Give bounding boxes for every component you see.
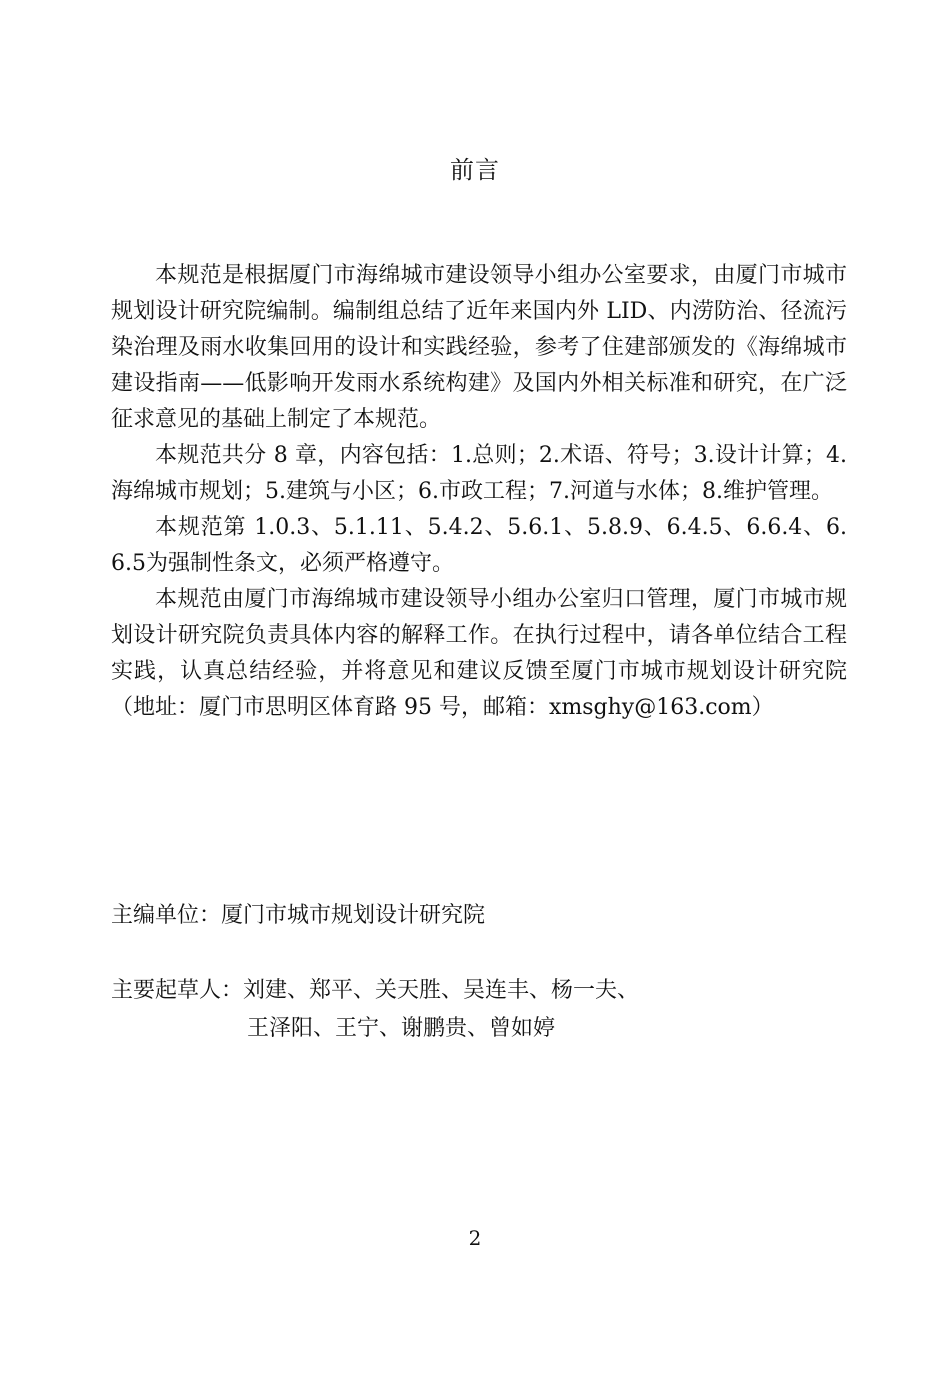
editor-unit-block bbox=[111, 898, 847, 934]
paragraph-compilation: 本规范是根据厦门市海绵城市建设领导小组办公室要求，由厦门市城市规划设计研究院编制。编制组总结了近年来国内外 LID、内涝防治、径流污染治理及雨水收集回用的设计和实践经验，参考了住建部颁发的《海绵城市建设指南——低影响开发雨水系统构建》及国内外相关标准和研究，在广泛征求意见的基础上制定了本规范。 bbox=[111, 263, 847, 432]
drafters-line-2: 王泽阳、王宁、谢鹏贵、曾如婷 bbox=[247, 1016, 556, 1041]
editor-unit: 主编单位：厦门市城市规划设计研究院 bbox=[111, 903, 486, 928]
page-title: 前言 bbox=[450, 156, 500, 184]
page-number: 2 bbox=[468, 1226, 482, 1250]
paragraph-chapters: 本规范共分 8 章，内容包括：1.总则；2.术语、符号；3.设计计算；4.海绵城市规划；5.建筑与小区；6.市政工程；7.河道与水体；8.维护管理。 bbox=[111, 443, 847, 504]
paragraph-management: 本规范由厦门市海绵城市建设领导小组办公室归口管理，厦门市城市规划设计研究院负责具体内容的解释工作。在执行过程中，请各单位结合工程实践，认真总结经验，并将意见和建议反馈至厦门市城市规划设计研究院（地址：厦门市思明区体育路 95 号，邮箱：xmsghy@163.com） bbox=[111, 587, 847, 720]
paragraph-mandatory-clauses: 本规范第 1.0.3、5.1.11、5.4.2、5.6.1、5.8.9、6.4.5、6.6.4、6.6.5为强制性条文，必须严格遵守。 bbox=[111, 515, 847, 576]
drafters-block bbox=[111, 972, 847, 1048]
drafters-line-1: 主要起草人：刘建、郑平、关天胜、吴连丰、杨一夫、 bbox=[111, 978, 640, 1003]
preface-body bbox=[111, 258, 847, 726]
